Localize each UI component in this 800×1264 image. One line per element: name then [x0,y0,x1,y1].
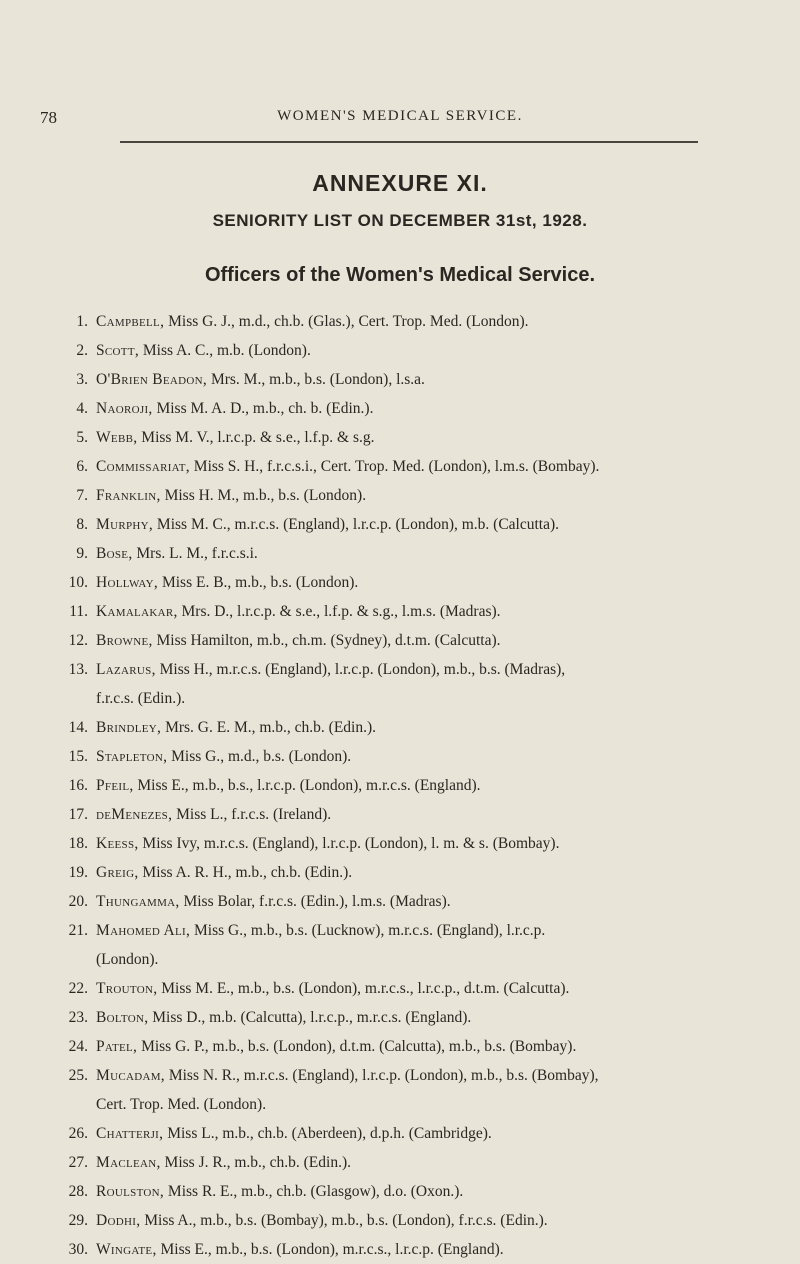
officer-name: Lazarus, [96,661,156,678]
entry-number: 19. [68,864,88,881]
officer-qualifications: Miss D., m.b. (Calcutta), l.r.c.p., m.r.c.s. (England). [152,1009,472,1026]
officer-name: Kamalakar, [96,603,178,620]
officer-name: Trouton, [96,980,158,997]
officer-name: Scott, [96,342,140,359]
entry-number: 7. [76,487,88,504]
entry-number: 22. [68,980,88,997]
officer-qualifications: Mrs. G. E. M., m.b., ch.b. (Edin.). [165,719,377,736]
officer-qualifications: Miss Hamilton, m.b., ch.m. (Sydney), d.t.m. (Calcutta). [156,632,501,649]
officer-name: Patel, [96,1038,138,1055]
officer-qualifications: Miss A., m.b., b.s. (Bombay), m.b., b.s. (London), f.r.c.s. (Edin.). [144,1212,548,1229]
entry-number: 16. [68,777,88,794]
running-title: WOMEN'S MEDICAL SERVICE. [277,108,523,124]
entry-number: 27. [68,1154,88,1171]
officer-name: O'Brien Beadon, [96,371,208,388]
officer-name: Brindley, [96,719,162,736]
officer-qualifications: Miss J. R., m.b., ch.b. (Edin.). [164,1154,351,1171]
list-item [56,800,736,829]
officer-name: Mahomed Ali, [96,922,191,939]
officer-qualifications: Miss H., m.r.c.s. (England), l.r.c.p. (London), m.b., b.s. (Madras), [159,661,566,678]
list-item [56,597,736,626]
entry-number: 24. [68,1038,88,1055]
annexure-title: ANNEXURE XI. [312,170,488,196]
seniority-title: SENIORITY LIST ON DECEMBER 31st, 1928. [212,211,588,230]
officer-list [56,307,736,1264]
list-item [56,916,736,974]
officer-name: Commissariat, [96,458,190,475]
list-item [56,626,736,655]
list-item [56,771,736,800]
page-number: 78 [40,108,57,127]
officer-qualifications: Mrs. M., m.b., b.s. (London), l.s.a. [210,371,425,388]
officer-qualifications: Miss G., m.b., b.s. (Lucknow), m.r.c.s. (England), l.r.c.p. [194,922,546,939]
officer-name: Thungamma, [96,893,180,910]
officer-name: Mucadam, [96,1067,165,1084]
officer-qualifications: Miss R. E., m.b., ch.b. (Glasgow), d.o. (Oxon.). [167,1183,464,1200]
officer-qualifications: Miss E., m.b., b.s. (London), m.r.c.s., l.r.c.p. (England). [160,1241,504,1258]
officer-name: Roulston, [96,1183,165,1200]
list-item [56,1032,736,1061]
entry-number: 17. [68,806,88,823]
entry-number: 30. [68,1241,88,1258]
officer-qualifications: (London). [96,951,159,968]
entry-number: 10. [68,574,88,591]
entry-number: 5. [76,429,88,446]
officer-qualifications: Miss Ivy, m.r.c.s. (England), l.r.c.p. (London), l. m. & s. (Bombay). [142,835,560,852]
entry-number: 1. [76,313,88,330]
officer-name: Keess, [96,835,139,852]
officer-qualifications: Miss M. C., m.r.c.s. (England), l.r.c.p. (London), m.b. (Calcutta). [156,516,560,533]
entry-number: 18. [68,835,88,852]
officer-name: Browne, [96,632,153,649]
entry-number: 6. [76,458,88,475]
list-item [56,510,736,539]
officer-name: Webb, [96,429,138,446]
officer-qualifications: Miss M. V., l.r.c.p. & s.e., l.f.p. & s.g. [141,429,375,446]
list-item [56,858,736,887]
officer-qualifications: Miss A. C., m.b. (London). [142,342,311,359]
officer-name: Murphy, [96,516,154,533]
officer-name: Dodhi, [96,1212,141,1229]
list-item [56,1119,736,1148]
entry-number: 23. [68,1009,88,1026]
entry-number: 2. [76,342,88,359]
entry-number: 25. [68,1067,88,1084]
list-item [56,713,736,742]
officer-qualifications: Miss L., f.r.c.s. (Ireland). [176,806,332,823]
list-item [56,423,736,452]
officer-name: Bose, [96,545,133,562]
list-item [56,829,736,858]
list-item [56,307,736,336]
officer-name: Wingate, [96,1241,157,1258]
list-item [56,1235,736,1264]
entry-number: 21. [68,922,88,939]
officer-qualifications: Miss S. H., f.r.c.s.i., Cert. Trop. Med. (London), l.m.s. (Bombay). [193,458,600,475]
entry-number: 4. [76,400,88,417]
officer-qualifications: Miss G., m.d., b.s. (London). [171,748,352,765]
officer-name: Franklin, [96,487,161,504]
list-item [56,1003,736,1032]
list-item [56,887,736,916]
officer-name: Maclean, [96,1154,161,1171]
officer-qualifications: Cert. Trop. Med. (London). [96,1096,267,1113]
entry-number: 11. [69,603,88,620]
list-item [56,1148,736,1177]
officer-qualifications: Miss G. P., m.b., b.s. (London), d.t.m. (Calcutta), m.b., b.s. (Bombay). [141,1038,577,1055]
entry-number: 14. [68,719,88,736]
entry-number: 20. [68,893,88,910]
list-item [56,742,736,771]
officer-qualifications: Mrs. D., l.r.c.p. & s.e., l.f.p. & s.g., l.m.s. (Madras). [181,603,501,620]
officer-name: Naoroji, [96,400,153,417]
officers-title: Officers of the Women's Medical Service. [204,264,596,286]
officer-name: Pfeil, [96,777,134,794]
officer-name: Greig, [96,864,139,881]
officer-qualifications: Miss M. A. D., m.b., ch. b. (Edin.). [156,400,374,417]
list-item [56,539,736,568]
officer-name: Chatterji, [96,1125,164,1142]
entry-number: 8. [76,516,88,533]
entry-number: 12. [68,632,88,649]
officer-qualifications: Miss M. E., m.b., b.s. (London), m.r.c.s., l.r.c.p., d.t.m. (Calcutta). [161,980,570,997]
list-item [56,974,736,1003]
entry-number: 29. [68,1212,88,1229]
officer-qualifications: Miss E. B., m.b., b.s. (London). [161,574,359,591]
list-item [56,336,736,365]
list-item [56,481,736,510]
officer-qualifications: Miss N. R., m.r.c.s. (England), l.r.c.p. (London), m.b., b.s. (Bombay), [168,1067,599,1084]
list-item [56,394,736,423]
entry-number: 3. [76,371,88,388]
officer-qualifications: Miss Bolar, f.r.c.s. (Edin.), l.m.s. (Madras). [183,893,451,910]
list-item [56,1061,736,1119]
officer-name: Hollway, [96,574,159,591]
list-item [56,1206,736,1235]
entry-number: 13. [68,661,88,678]
entry-number: 9. [76,545,88,562]
header-rule [120,141,698,143]
entry-number: 28. [68,1183,88,1200]
officer-qualifications: Miss L., m.b., ch.b. (Aberdeen), d.p.h. (Cambridge). [167,1125,492,1142]
entry-number: 26. [68,1125,88,1142]
list-item [56,365,736,394]
officer-qualifications: Miss A. R. H., m.b., ch.b. (Edin.). [142,864,353,881]
entry-number: 15. [68,748,88,765]
officer-qualifications: Miss G. J., m.d., ch.b. (Glas.), Cert. Trop. Med. (London). [168,313,529,330]
list-item [56,452,736,481]
list-item [56,655,736,713]
officer-qualifications: Miss H. M., m.b., b.s. (London). [164,487,367,504]
officer-name: Stapleton, [96,748,168,765]
officer-name: Bolton, [96,1009,149,1026]
list-item [56,568,736,597]
officer-name: deMenezes, [96,806,173,823]
officer-qualifications: Mrs. L. M., f.r.c.s.i. [136,545,258,562]
list-item [56,1177,736,1206]
officer-qualifications: Miss E., m.b., b.s., l.r.c.p. (London), m.r.c.s. (England). [137,777,481,794]
officer-name: Campbell, [96,313,165,330]
officer-qualifications: f.r.c.s. (Edin.). [96,690,186,707]
